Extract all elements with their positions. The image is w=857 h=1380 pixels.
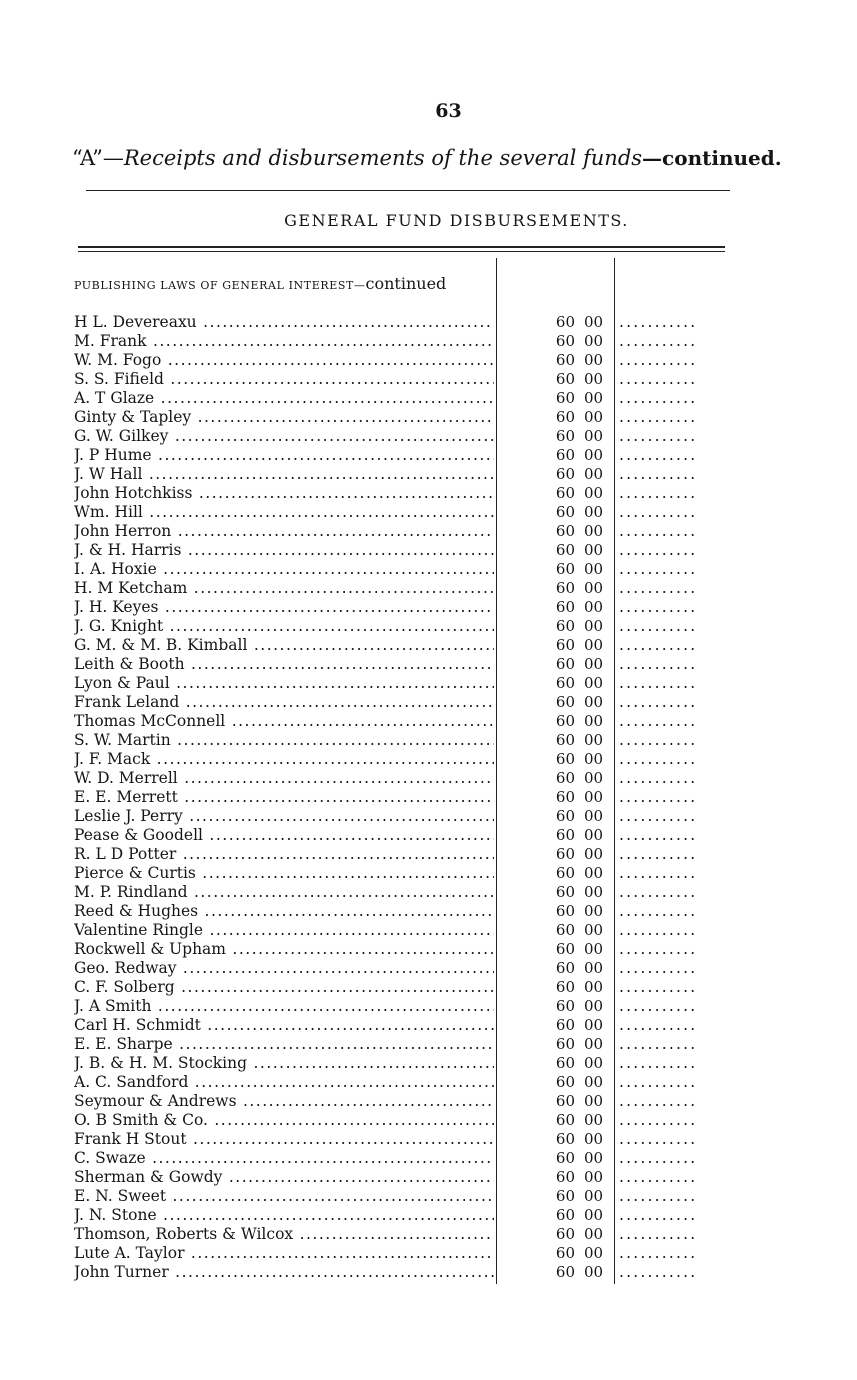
payee-name: S. S. Fifield ..... [74,370,494,389]
amount-dollars: 60 [555,389,575,407]
amount-dollars: 60 [555,788,575,806]
amount-dollars: 60 [555,731,575,749]
list-item [0,1054,857,1073]
amount-dollars: 60 [555,541,575,559]
amount-dollars: 60 [555,332,575,350]
payee-name: J. W Hall ..... [74,465,494,484]
amount-dollars: 60 [555,370,575,388]
list-item [0,1035,857,1054]
list-item [0,1092,857,1111]
payee-name: Ginty & Tapley ..... [74,408,494,427]
list-item [0,864,857,883]
amount-dollars: 60 [555,503,575,521]
amount-cents: 00 [584,1073,604,1091]
heading-prefix: “A”— [72,146,124,170]
heading-title: Receipts and disbursements of the several funds [123,146,643,170]
amount-dollars: 60 [555,826,575,844]
payee-name: O. B Smith & Co. ..... [74,1111,494,1130]
amount-dollars: 60 [555,1111,575,1129]
amount-dollars: 60 [555,465,575,483]
payee-name: J. A Smith ..... [74,997,494,1016]
right-column-leader: ........... [619,332,698,350]
payee-name: J. G. Knight ..... [74,617,494,636]
amount-dollars: 60 [555,1206,575,1224]
amount-cents: 00 [584,408,604,426]
amount-cents: 00 [584,864,604,882]
heading-rule [86,190,730,191]
right-column-leader: ........... [619,579,698,597]
amount-dollars: 60 [555,560,575,578]
payee-name: E. E. Merrett ..... [74,788,494,807]
list-item [0,389,857,408]
amount-dollars: 60 [555,959,575,977]
amount-cents: 00 [584,731,604,749]
right-column-leader: ........... [619,598,698,616]
list-item [0,560,857,579]
amount-cents: 00 [584,788,604,806]
amount-dollars: 60 [555,1035,575,1053]
amount-cents: 00 [584,1206,604,1224]
list-item [0,313,857,332]
list-item [0,503,857,522]
list-item [0,636,857,655]
amount-cents: 00 [584,902,604,920]
right-column-leader: ........... [619,465,698,483]
list-item [0,617,857,636]
amount-dollars: 60 [555,636,575,654]
amount-dollars: 60 [555,1168,575,1186]
amount-dollars: 60 [555,1130,575,1148]
amount-cents: 00 [584,693,604,711]
payee-name: M. Frank ..... [74,332,494,351]
amount-dollars: 60 [555,408,575,426]
amount-dollars: 60 [555,883,575,901]
payee-name: J. H. Keyes ..... [74,598,494,617]
right-column-leader: ........... [619,1054,698,1072]
amount-cents: 00 [584,351,604,369]
right-column-leader: ........... [619,712,698,730]
list-item [0,427,857,446]
right-column-leader: ........... [619,636,698,654]
amount-cents: 00 [584,959,604,977]
right-column-leader: ........... [619,902,698,920]
amount-dollars: 60 [555,655,575,673]
amount-cents: 00 [584,1244,604,1262]
amount-dollars: 60 [555,769,575,787]
list-item [0,959,857,978]
list-item [0,522,857,541]
amount-dollars: 60 [555,1149,575,1167]
amount-cents: 00 [584,503,604,521]
list-item [0,370,857,389]
list-item [0,655,857,674]
right-column-leader: ........... [619,807,698,825]
list-item [0,921,857,940]
list-item [0,731,857,750]
amount-cents: 00 [584,1149,604,1167]
right-column-leader: ........... [619,351,698,369]
amount-cents: 00 [584,674,604,692]
amount-dollars: 60 [555,313,575,331]
amount-dollars: 60 [555,750,575,768]
right-column-leader: ........... [619,541,698,559]
list-item [0,1187,857,1206]
right-column-leader: ........... [619,921,698,939]
amount-cents: 00 [584,370,604,388]
amount-dollars: 60 [555,1016,575,1034]
amount-cents: 00 [584,541,604,559]
list-item [0,997,857,1016]
list-item [0,484,857,503]
list-item [0,446,857,465]
amount-dollars: 60 [555,845,575,863]
disbursement-list [0,313,857,1282]
amount-dollars: 60 [555,598,575,616]
payee-name: W. D. Merrell ..... [74,769,494,788]
payee-name: John Hotchkiss ..... [74,484,494,503]
list-item [0,541,857,560]
right-column-leader: ........... [619,446,698,464]
right-column-leader: ........... [619,940,698,958]
amount-cents: 00 [584,636,604,654]
list-item [0,1244,857,1263]
payee-name: Pierce & Curtis ..... [74,864,494,883]
right-column-leader: ........... [619,1263,698,1281]
amount-cents: 00 [584,1092,604,1110]
payee-name: M. P. Rindland ..... [74,883,494,902]
amount-cents: 00 [584,997,604,1015]
amount-cents: 00 [584,522,604,540]
payee-name: Frank H Stout ..... [74,1130,494,1149]
right-column-leader: ........... [619,1206,698,1224]
list-item [0,807,857,826]
amount-cents: 00 [584,446,604,464]
amount-cents: 00 [584,712,604,730]
right-column-leader: ........... [619,978,698,996]
payee-name: J. F. Mack ..... [74,750,494,769]
payee-name: Leith & Booth ..... [74,655,494,674]
section-label-continued: continued [365,274,447,293]
section-subheading: GENERAL FUND DISBURSEMENTS. [284,211,629,230]
amount-dollars: 60 [555,427,575,445]
right-column-leader: ........... [619,427,698,445]
amount-cents: 00 [584,883,604,901]
list-item [0,1225,857,1244]
payee-name: J. P Hume ..... [74,446,494,465]
right-column-leader: ........... [619,845,698,863]
payee-name: A. C. Sandford ..... [74,1073,494,1092]
amount-cents: 00 [584,655,604,673]
payee-name: Leslie J. Perry ..... [74,807,494,826]
payee-name: Wm. Hill ..... [74,503,494,522]
right-column-leader: ........... [619,1111,698,1129]
payee-name: E. E. Sharpe ..... [74,1035,494,1054]
list-item [0,1149,857,1168]
payee-name: H. M Ketcham ..... [74,579,494,598]
list-item [0,883,857,902]
list-item [0,1073,857,1092]
list-item [0,1016,857,1035]
payee-name: Pease & Goodell ..... [74,826,494,845]
amount-dollars: 60 [555,712,575,730]
right-column-leader: ........... [619,484,698,502]
section-label [74,274,446,293]
amount-dollars: 60 [555,1054,575,1072]
amount-cents: 00 [584,389,604,407]
amount-cents: 00 [584,598,604,616]
amount-cents: 00 [584,1263,604,1281]
list-item [0,750,857,769]
amount-dollars: 60 [555,1073,575,1091]
list-item [0,940,857,959]
payee-name: Thomas McConnell ..... [74,712,494,731]
amount-cents: 00 [584,1054,604,1072]
amount-dollars: 60 [555,940,575,958]
payee-name: Reed & Hughes ..... [74,902,494,921]
payee-name: I. A. Hoxie ..... [74,560,494,579]
section-label-text: PUBLISHING LAWS OF GENERAL INTEREST— [74,279,366,292]
right-column-leader: ........... [619,1225,698,1243]
amount-cents: 00 [584,313,604,331]
right-column-leader: ........... [619,408,698,426]
list-item [0,1168,857,1187]
right-column-leader: ........... [619,1149,698,1167]
amount-cents: 00 [584,427,604,445]
amount-cents: 00 [584,617,604,635]
page-number: 63 [435,100,462,122]
payee-name: S. W. Martin ..... [74,731,494,750]
list-item [0,1263,857,1282]
right-column-leader: ........... [619,1130,698,1148]
amount-dollars: 60 [555,617,575,635]
right-column-leader: ........... [619,1016,698,1034]
right-column-leader: ........... [619,503,698,521]
amount-cents: 00 [584,978,604,996]
list-item [0,1111,857,1130]
table-top-rule [78,246,725,248]
amount-dollars: 60 [555,1092,575,1110]
amount-dollars: 60 [555,522,575,540]
list-item [0,598,857,617]
right-column-leader: ........... [619,313,698,331]
payee-name: Seymour & Andrews ..... [74,1092,494,1111]
payee-name: H L. Devereaxu ..... [74,313,494,332]
amount-cents: 00 [584,579,604,597]
right-column-leader: ........... [619,1073,698,1091]
right-column-leader: ........... [619,560,698,578]
right-column-leader: ........... [619,674,698,692]
payee-name: R. L D Potter ..... [74,845,494,864]
right-column-leader: ........... [619,1168,698,1186]
right-column-leader: ........... [619,959,698,977]
amount-cents: 00 [584,826,604,844]
payee-name: C. F. Solberg ..... [74,978,494,997]
right-column-leader: ........... [619,370,698,388]
amount-cents: 00 [584,1111,604,1129]
amount-cents: 00 [584,921,604,939]
amount-cents: 00 [584,484,604,502]
amount-cents: 00 [584,769,604,787]
payee-name: John Turner ..... [74,1263,494,1282]
list-item [0,1206,857,1225]
list-item [0,902,857,921]
right-column-leader: ........... [619,750,698,768]
list-item [0,332,857,351]
right-column-leader: ........... [619,1092,698,1110]
amount-dollars: 60 [555,978,575,996]
list-item [0,826,857,845]
amount-dollars: 60 [555,1244,575,1262]
amount-cents: 00 [584,332,604,350]
right-column-leader: ........... [619,389,698,407]
amount-dollars: 60 [555,693,575,711]
amount-dollars: 60 [555,997,575,1015]
right-column-leader: ........... [619,788,698,806]
payee-name: Geo. Redway ..... [74,959,494,978]
amount-dollars: 60 [555,902,575,920]
right-column-leader: ........... [619,864,698,882]
amount-cents: 00 [584,1016,604,1034]
amount-cents: 00 [584,1130,604,1148]
amount-dollars: 60 [555,1187,575,1205]
amount-dollars: 60 [555,1263,575,1281]
payee-name: C. Swaze ..... [74,1149,494,1168]
list-item [0,408,857,427]
amount-cents: 00 [584,1168,604,1186]
amount-dollars: 60 [555,484,575,502]
right-column-leader: ........... [619,826,698,844]
amount-cents: 00 [584,845,604,863]
list-item [0,788,857,807]
amount-cents: 00 [584,1225,604,1243]
payee-name: J. & H. Harris ..... [74,541,494,560]
payee-name: Rockwell & Upham ..... [74,940,494,959]
table-top-rule-thin [78,251,725,252]
right-column-leader: ........... [619,1187,698,1205]
amount-cents: 00 [584,1035,604,1053]
list-item [0,712,857,731]
amount-dollars: 60 [555,351,575,369]
list-item [0,1130,857,1149]
amount-cents: 00 [584,807,604,825]
amount-dollars: 60 [555,579,575,597]
payee-name: Frank Leland ..... [74,693,494,712]
payee-name: John Herron ..... [74,522,494,541]
payee-name: J. N. Stone ..... [74,1206,494,1225]
payee-name: W. M. Fogo ..... [74,351,494,370]
right-column-leader: ........... [619,883,698,901]
list-item [0,579,857,598]
heading-continued: —continued. [642,146,782,170]
list-item [0,351,857,370]
list-item [0,845,857,864]
right-column-leader: ........... [619,1244,698,1262]
amount-cents: 00 [584,465,604,483]
payee-name: J. B. & H. M. Stocking ..... [74,1054,494,1073]
payee-name: Lyon & Paul ..... [74,674,494,693]
page-heading [72,146,782,170]
amount-dollars: 60 [555,1225,575,1243]
right-column-leader: ........... [619,997,698,1015]
list-item [0,769,857,788]
payee-name: G. M. & M. B. Kimball ..... [74,636,494,655]
right-column-leader: ........... [619,769,698,787]
amount-cents: 00 [584,750,604,768]
right-column-leader: ........... [619,1035,698,1053]
payee-name: E. N. Sweet ..... [74,1187,494,1206]
list-item [0,674,857,693]
payee-name: Sherman & Gowdy ..... [74,1168,494,1187]
amount-dollars: 60 [555,446,575,464]
right-column-leader: ........... [619,617,698,635]
amount-dollars: 60 [555,864,575,882]
right-column-leader: ........... [619,522,698,540]
amount-cents: 00 [584,560,604,578]
amount-dollars: 60 [555,674,575,692]
payee-name: A. T Glaze ..... [74,389,494,408]
list-item [0,693,857,712]
right-column-leader: ........... [619,731,698,749]
amount-dollars: 60 [555,807,575,825]
list-item [0,978,857,997]
amount-cents: 00 [584,940,604,958]
payee-name: G. W. Gilkey ..... [74,427,494,446]
payee-name: Lute A. Taylor ..... [74,1244,494,1263]
payee-name: Valentine Ringle ..... [74,921,494,940]
amount-dollars: 60 [555,921,575,939]
list-item [0,465,857,484]
right-column-leader: ........... [619,655,698,673]
amount-cents: 00 [584,1187,604,1205]
right-column-leader: ........... [619,693,698,711]
payee-name: Thomson, Roberts & Wilcox ..... [74,1225,494,1244]
payee-name: Carl H. Schmidt ..... [74,1016,494,1035]
